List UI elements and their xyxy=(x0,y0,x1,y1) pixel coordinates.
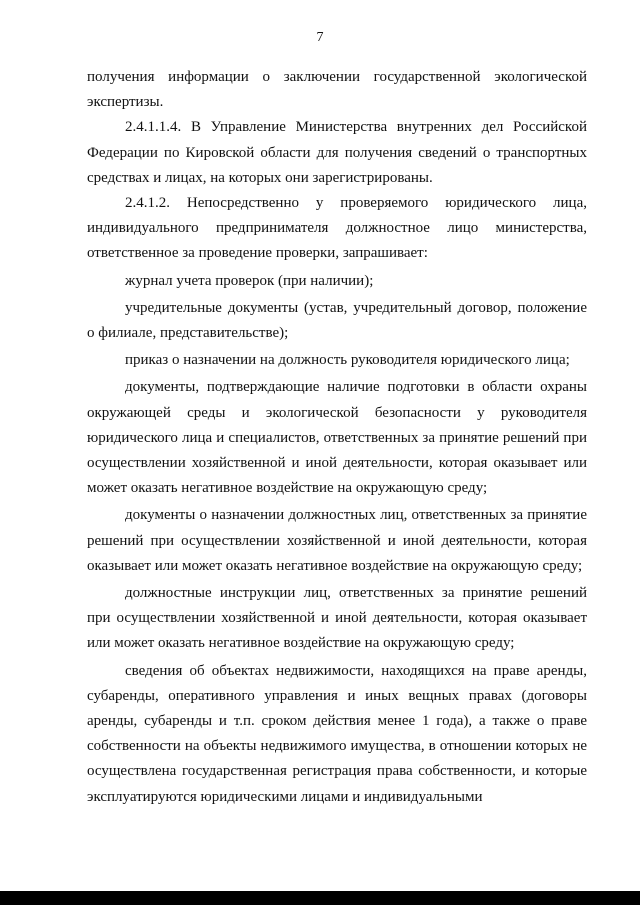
page-number: 7 xyxy=(316,30,324,45)
list-item-appointment-documents: документы о назначении должностных лиц, ответственных за принятие решений при осуществлении хозяйственной и иной деятельности, которая оказывает или может оказать негативное воздействие на окружающую среду; xyxy=(87,507,587,574)
scan-edge-bar xyxy=(0,891,640,905)
list-item-appointment-order: приказ о назначении на должность руководителя юридического лица; xyxy=(125,352,570,369)
list-item-real-estate-info: сведения об объектах недвижимости, находящихся на праве аренды, субаренды, оперативного управления и иных вещных правах (договоры аренды, субаренды и т.п. сроком действия менее 1 года), а также о праве собственности на объекты недвижимого имущества, в отношении которых не осуществлена государственная регистрация права собственности, и которые эксплуатируются юридическими лицами и индивидуальными xyxy=(87,662,587,805)
list-item-founding-documents: учредительные документы (устав, учредительный договор, положение о филиале, представительстве); xyxy=(87,299,587,342)
list-item-job-instructions: должностные инструкции лиц, ответственных за принятие решений при осуществлении хозяйственной и иной деятельности, которая оказывает или может оказать негативное воздействие на окружающую среду; xyxy=(87,585,587,652)
list-item-inspection-log: журнал учета проверок (при наличии); xyxy=(125,272,374,289)
list-item-training-documents: документы, подтверждающие наличие подготовки в области охраны окружающей среды и экологической безопасности у руководителя юридического лица и специалистов, ответственных за принятие решений при осуществлении хозяйственной и иной деятельности, которая оказывает или может оказать негативное воздействие на окружающую среду; xyxy=(87,379,587,497)
paragraph-2-4-1-1-4: 2.4.1.1.4. В Управление Министерства внутренних дел Российской Федерации по Кировской области для получения сведений о транспортных средствах и лицах, на которых они зарегистрированы. xyxy=(87,119,587,186)
paragraph-2-4-1-2: 2.4.1.2. Непосредственно у проверяемого юридического лица, индивидуального предпринимателя должностное лицо министерства, ответственное за проведение проверки, запрашивает: xyxy=(87,195,587,262)
document-body xyxy=(87,65,587,810)
paragraph-continuation: получения информации о заключении государственной экологической экспертизы. xyxy=(87,69,587,111)
